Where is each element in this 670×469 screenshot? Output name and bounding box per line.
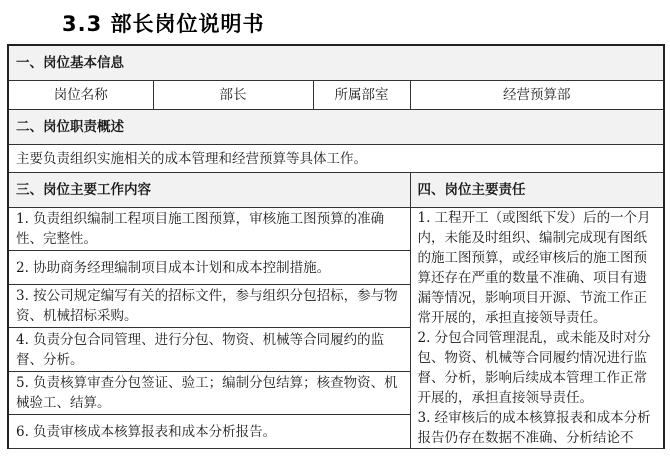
section-header-basic-info: 一、岗位基本信息: [8, 45, 664, 81]
overview-text: 主要负责组织实施相关的成本管理和经营预算等具体工作。: [8, 145, 664, 173]
work-item: 6. 负责审核成本核算报表和成本分析报告。: [8, 415, 410, 449]
basic-info-header-row: [8, 45, 664, 81]
work-row: [8, 208, 664, 251]
responsibility-item: 3. 经审核后的成本核算报表和成本分析报告仍存在数据不准确、分析结论不: [417, 410, 651, 446]
section-header-main-work: 三、岗位主要工作内容: [8, 173, 410, 208]
page-title: 3.3 部长岗位说明书: [62, 12, 265, 36]
position-name-label: 岗位名称: [8, 81, 153, 110]
responsibility-cell: [410, 208, 664, 449]
responsibility-item: 1. 工程开工（或图纸下发）后的一个月内，未能及时组织、编制完成现有图纸的施工图预算，或经审核后的施工图预算还存在严重的数量不准确、项目有遗漏等情况，影响项目开源、节流工作正常开展的，承担直接领导责任。: [417, 210, 651, 326]
position-name-value: 部长: [153, 81, 313, 110]
department-value: 经营预算部: [410, 81, 664, 110]
basic-info-row: [8, 81, 664, 110]
work-item: 3. 按公司规定编写有关的招标文件，参与组织分包招标，参与物资、机械招标采购。: [8, 285, 410, 328]
work-item: 5. 负责核算审查分包签证、验工；编制分包结算；核查物资、机械验工、结算。: [8, 371, 410, 414]
overview-header-row: [8, 110, 664, 145]
section-header-overview: 二、岗位职责概述: [8, 110, 664, 145]
department-label: 所属部室: [313, 81, 410, 110]
overview-row: [8, 145, 664, 173]
job-description-table: [7, 44, 665, 449]
section-header-responsibility: 四、岗位主要责任: [410, 173, 664, 208]
work-item: 1. 负责组织编制工程项目施工图预算，审核施工图预算的准确性、完整性。: [8, 208, 410, 251]
responsibility-item: 2. 分包合同管理混乱，或未能及时对分包、物资、机械等合同履约情况进行监督、分析，影响后续成本管理工作正常开展的，承担直接领导责任。: [417, 330, 651, 406]
work-item: 4. 负责分包合同管理、进行分包、物资、机械等合同履约的监督、分析。: [8, 328, 410, 371]
work-item: 2. 协助商务经理编制项目成本计划和成本控制措施。: [8, 251, 410, 285]
work-header-row: [8, 173, 664, 208]
